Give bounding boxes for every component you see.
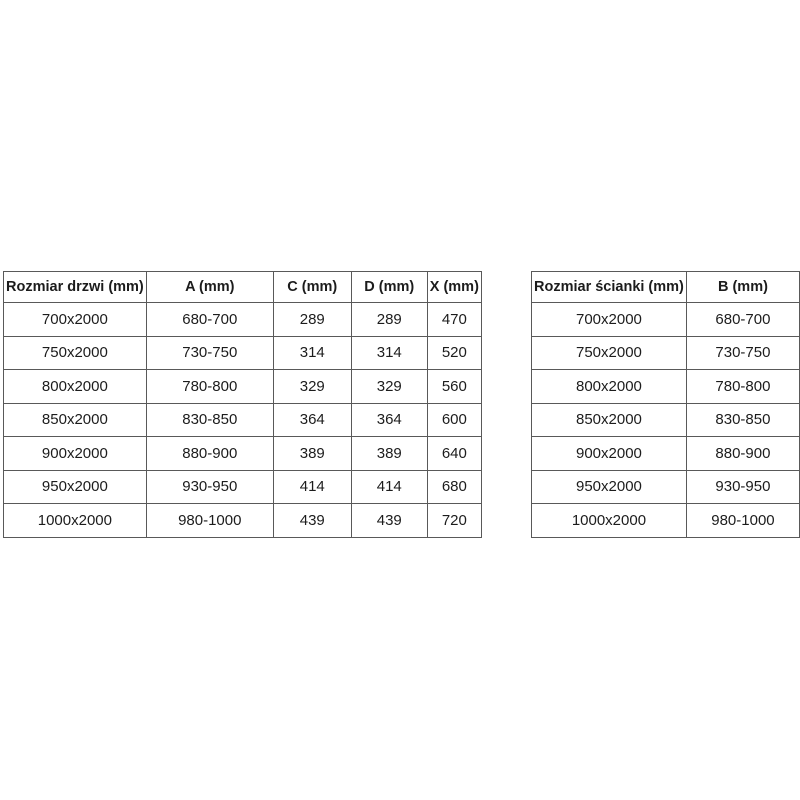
table-cell: 414 (273, 470, 351, 504)
wall-sizes-table (531, 271, 800, 538)
table-row (4, 504, 482, 538)
table-row (532, 437, 800, 471)
table-cell: 289 (351, 303, 427, 337)
table-cell: 439 (351, 504, 427, 538)
table-cell: 880-900 (686, 437, 799, 471)
table-cell: 700x2000 (4, 303, 147, 337)
table-cell: 680 (427, 470, 481, 504)
table-cell: 830-850 (146, 403, 273, 437)
table-cell: 950x2000 (532, 470, 687, 504)
table-cell: 900x2000 (4, 437, 147, 471)
table-cell: 314 (351, 336, 427, 370)
table-cell: 750x2000 (4, 336, 147, 370)
table-cell: 389 (351, 437, 427, 471)
table-cell: 720 (427, 504, 481, 538)
table-cell: 520 (427, 336, 481, 370)
table-cell: 930-950 (686, 470, 799, 504)
table-cell: 289 (273, 303, 351, 337)
table-cell: 830-850 (686, 403, 799, 437)
table-cell: 980-1000 (146, 504, 273, 538)
table-row (4, 403, 482, 437)
table-cell: 930-950 (146, 470, 273, 504)
table-header-row (532, 272, 800, 303)
table-cell: 1000x2000 (4, 504, 147, 538)
wall-sizes-table-container (531, 271, 800, 538)
table-cell: 439 (273, 504, 351, 538)
table-cell: 800x2000 (532, 370, 687, 404)
table-cell: 1000x2000 (532, 504, 687, 538)
table-cell: 900x2000 (532, 437, 687, 471)
table-cell: 700x2000 (532, 303, 687, 337)
table-row (532, 336, 800, 370)
table-cell: 780-800 (146, 370, 273, 404)
table-row (4, 470, 482, 504)
table-cell: 329 (351, 370, 427, 404)
column-header: A (mm) (146, 272, 273, 303)
table-cell: 600 (427, 403, 481, 437)
table-cell: 880-900 (146, 437, 273, 471)
column-header: D (mm) (351, 272, 427, 303)
table-row (4, 336, 482, 370)
table-row (4, 303, 482, 337)
door-sizes-table-container (3, 271, 482, 538)
door-sizes-table (3, 271, 482, 538)
column-header: C (mm) (273, 272, 351, 303)
table-header-row (4, 272, 482, 303)
table-cell: 560 (427, 370, 481, 404)
table-cell: 730-750 (686, 336, 799, 370)
table-cell: 470 (427, 303, 481, 337)
table-row (4, 370, 482, 404)
table-row (532, 403, 800, 437)
table-row (4, 437, 482, 471)
table-row (532, 470, 800, 504)
table-row (532, 504, 800, 538)
table-cell: 680-700 (686, 303, 799, 337)
table-cell: 850x2000 (532, 403, 687, 437)
table-row (532, 370, 800, 404)
column-header: B (mm) (686, 272, 799, 303)
table-cell: 750x2000 (532, 336, 687, 370)
table-cell: 364 (351, 403, 427, 437)
table-cell: 329 (273, 370, 351, 404)
column-header: X (mm) (427, 272, 481, 303)
table-cell: 730-750 (146, 336, 273, 370)
table-cell: 364 (273, 403, 351, 437)
table-cell: 640 (427, 437, 481, 471)
table-cell: 780-800 (686, 370, 799, 404)
table-cell: 680-700 (146, 303, 273, 337)
column-header: Rozmiar drzwi (mm) (4, 272, 147, 303)
table-cell: 800x2000 (4, 370, 147, 404)
column-header: Rozmiar ścianki (mm) (532, 272, 687, 303)
table-cell: 980-1000 (686, 504, 799, 538)
table-cell: 414 (351, 470, 427, 504)
table-cell: 950x2000 (4, 470, 147, 504)
table-cell: 389 (273, 437, 351, 471)
table-row (532, 303, 800, 337)
table-cell: 314 (273, 336, 351, 370)
table-cell: 850x2000 (4, 403, 147, 437)
